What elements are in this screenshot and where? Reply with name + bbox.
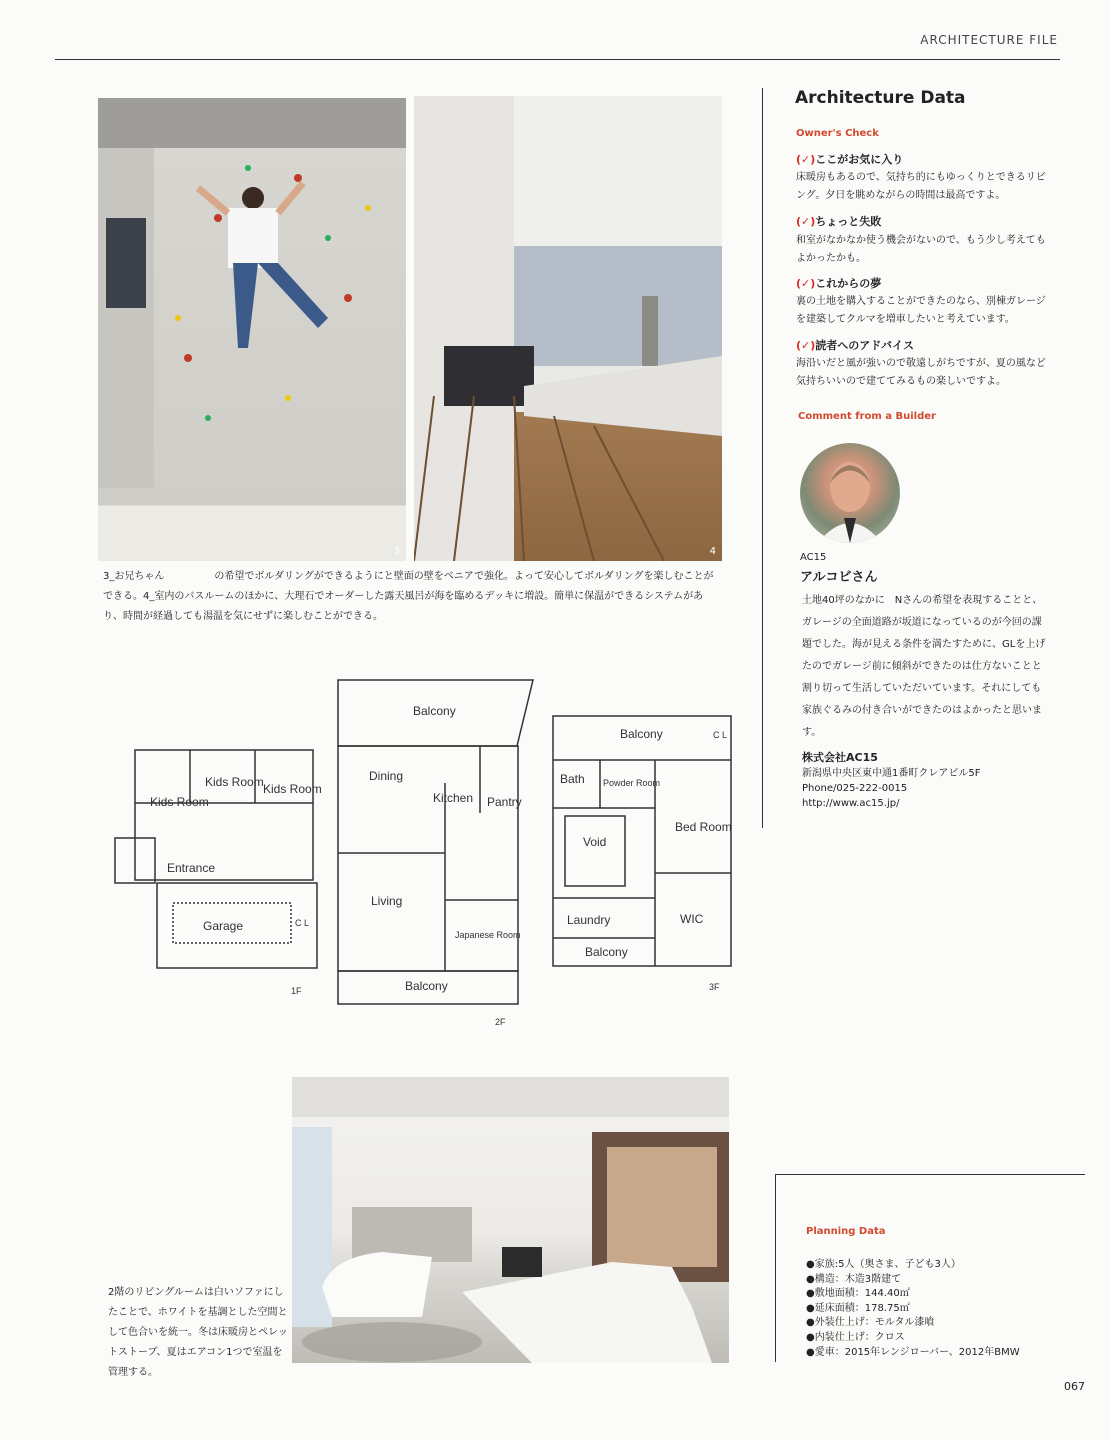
section-header: ARCHITECTURE FILE xyxy=(920,33,1058,47)
f3-room-wic: WIC xyxy=(680,912,704,926)
f1-room-cl: C L xyxy=(295,918,310,928)
photo-deck-bath xyxy=(414,96,722,561)
check-heading-4: (✓)読者へのアドバイス xyxy=(796,339,914,352)
planning-item: ●構造：木造3階建て xyxy=(806,1273,902,1285)
floor-plan xyxy=(95,668,755,1038)
builder-avatar xyxy=(800,443,900,543)
floor-labels xyxy=(150,704,732,1027)
f3-label: 3F xyxy=(709,982,720,992)
builder-portrait xyxy=(800,443,900,543)
f2-room-living: Living xyxy=(371,894,403,908)
sidebar-title: Architecture Data xyxy=(795,88,966,108)
builder-comment: 土地40坪のなかに Nさんの希望を表現することと、ガレージの全面道路が坂道になっているのが今回の課題でした。海が見える条件を満たすために、GLを上げたのでガレージ前に傾斜ができたのは仕方ないことと割り切って生活していただいています。それにしても家族ぐるみの付き合いができたのはよかったと思います。 xyxy=(802,595,1046,738)
check-body-4: 海沿いだと風が強いので敬遠しがちですが、夏の風など気持ちいいので建ててみるもの楽しいですよ。 xyxy=(796,358,1046,387)
f2-room-kitchen: Kitchen xyxy=(433,791,474,805)
deck-illustration xyxy=(414,96,722,561)
planning-list xyxy=(806,1258,1020,1360)
f1-room-garage: Garage xyxy=(203,919,244,933)
planning-item: ●敷地面積：144.40㎡ xyxy=(806,1288,910,1300)
company-phone: Phone/025-222-0015 xyxy=(802,783,908,794)
check-mark-icon: (✓) xyxy=(796,215,816,228)
check-mark-icon: (✓) xyxy=(796,153,816,166)
f3-room-balcony-bottom: Balcony xyxy=(585,945,628,959)
check-mark-icon: (✓) xyxy=(796,339,816,352)
planning-item: ●内装仕上げ：クロス xyxy=(806,1331,905,1343)
check-heading-2: (✓)ちょっと失敗 xyxy=(796,215,882,228)
builder-company: AC15 xyxy=(800,552,827,563)
planning-title: Planning Data xyxy=(806,1226,886,1237)
check-body-1: 床暖房もあるので、気持ち的にもゆっくりとできるリビング。夕日を眺めながらの時間は最高ですよ。 xyxy=(796,172,1046,201)
f1-room-entrance: Entrance xyxy=(167,861,216,875)
builder-name: アルコビさん xyxy=(800,570,878,585)
f1-label: 1F xyxy=(291,986,302,996)
planning-item: ●延床面積：178.75㎡ xyxy=(806,1302,910,1314)
planning-item: ●外装仕上げ：モルタル漆喰 xyxy=(806,1317,935,1329)
f1-room-kids-3: Kids Room xyxy=(263,782,322,796)
f2-room-japanese: Japanese Room xyxy=(455,930,521,940)
check-body-2: 和室がなかなか使う機会がないので、もう少し考えてもよかったかも。 xyxy=(796,235,1046,264)
f1-room-kids-1: Kids Room xyxy=(150,795,209,809)
check-heading-3: (✓)これからの夢 xyxy=(796,277,882,290)
photo-number: 3 xyxy=(393,546,400,557)
f3-room-void: Void xyxy=(583,835,607,849)
f1-room-kids-2: Kids Room xyxy=(205,775,264,789)
f2-label: 2F xyxy=(495,1017,506,1027)
planning-item: ●家族:5人（奥さま、子ども3人） xyxy=(806,1259,961,1270)
check-body-3: 裏の土地を購入することができたのなら、別棟ガレージを建築してクルマを増車したいと考えています。 xyxy=(796,296,1046,325)
f3-room-balcony-top: Balcony xyxy=(620,727,663,741)
check-mark-icon: (✓) xyxy=(796,277,816,290)
sidebar-rule xyxy=(762,88,763,828)
photo-climbing-wall xyxy=(98,98,406,561)
f2-room-balcony-top: Balcony xyxy=(413,704,456,718)
company-address: 新潟県中央区東中通1番町クレアビル5F xyxy=(802,768,981,779)
climbing-wall-illustration xyxy=(98,98,406,561)
f3-room-laundry: Laundry xyxy=(567,913,611,927)
f2-room-pantry: Pantry xyxy=(487,795,522,809)
company-name: 株式会社AC15 xyxy=(802,751,878,764)
photo-number: 4 xyxy=(709,546,716,557)
living-caption: 2階のリビングルームは白いソファにしたことで、ホワイトを基調とした空間として色合いを統一。冬は床暖房とペレットストーブ、夏はエアコン1つで室温を管理する。 xyxy=(108,1287,288,1378)
living-room-illustration xyxy=(292,1077,729,1363)
f3-room-bed: Bed Room xyxy=(675,820,732,834)
photo-living-room xyxy=(292,1077,729,1363)
f2-room-balcony-bottom: Balcony xyxy=(405,979,448,993)
company-contact xyxy=(802,766,980,811)
f3-room-cl: C L xyxy=(713,730,728,740)
f2-room-dining: Dining xyxy=(369,769,404,783)
planning-item: ●愛車：2015年レンジローバー、2012年BMW xyxy=(806,1346,1020,1358)
owners-check-label: Owner's Check xyxy=(796,128,879,139)
f3-room-bath: Bath xyxy=(560,772,585,786)
page-number: 067 xyxy=(1064,1380,1085,1393)
company-url: http://www.ac15.jp/ xyxy=(802,798,900,809)
f3-room-powder: Powder Room xyxy=(603,778,661,788)
header-rule xyxy=(55,59,1060,60)
builder-comment-label: Comment from a Builder xyxy=(798,411,936,422)
check-heading-1: (✓)ここがお気に入り xyxy=(796,153,904,166)
photo-caption: 3_お兄ちゃん の希望でボルダリングができるようにと壁面の壁をベニアで強化。よって安心してボルダリングを楽しむことができる。4_室内のバスルームのほかに、大理石でオーダーした露天風呂が海を臨めるデッキに増設。簡単に保温ができるシステムがあり、時間が経過しても湯温を気にせずに楽しむことができる。 xyxy=(103,571,714,622)
